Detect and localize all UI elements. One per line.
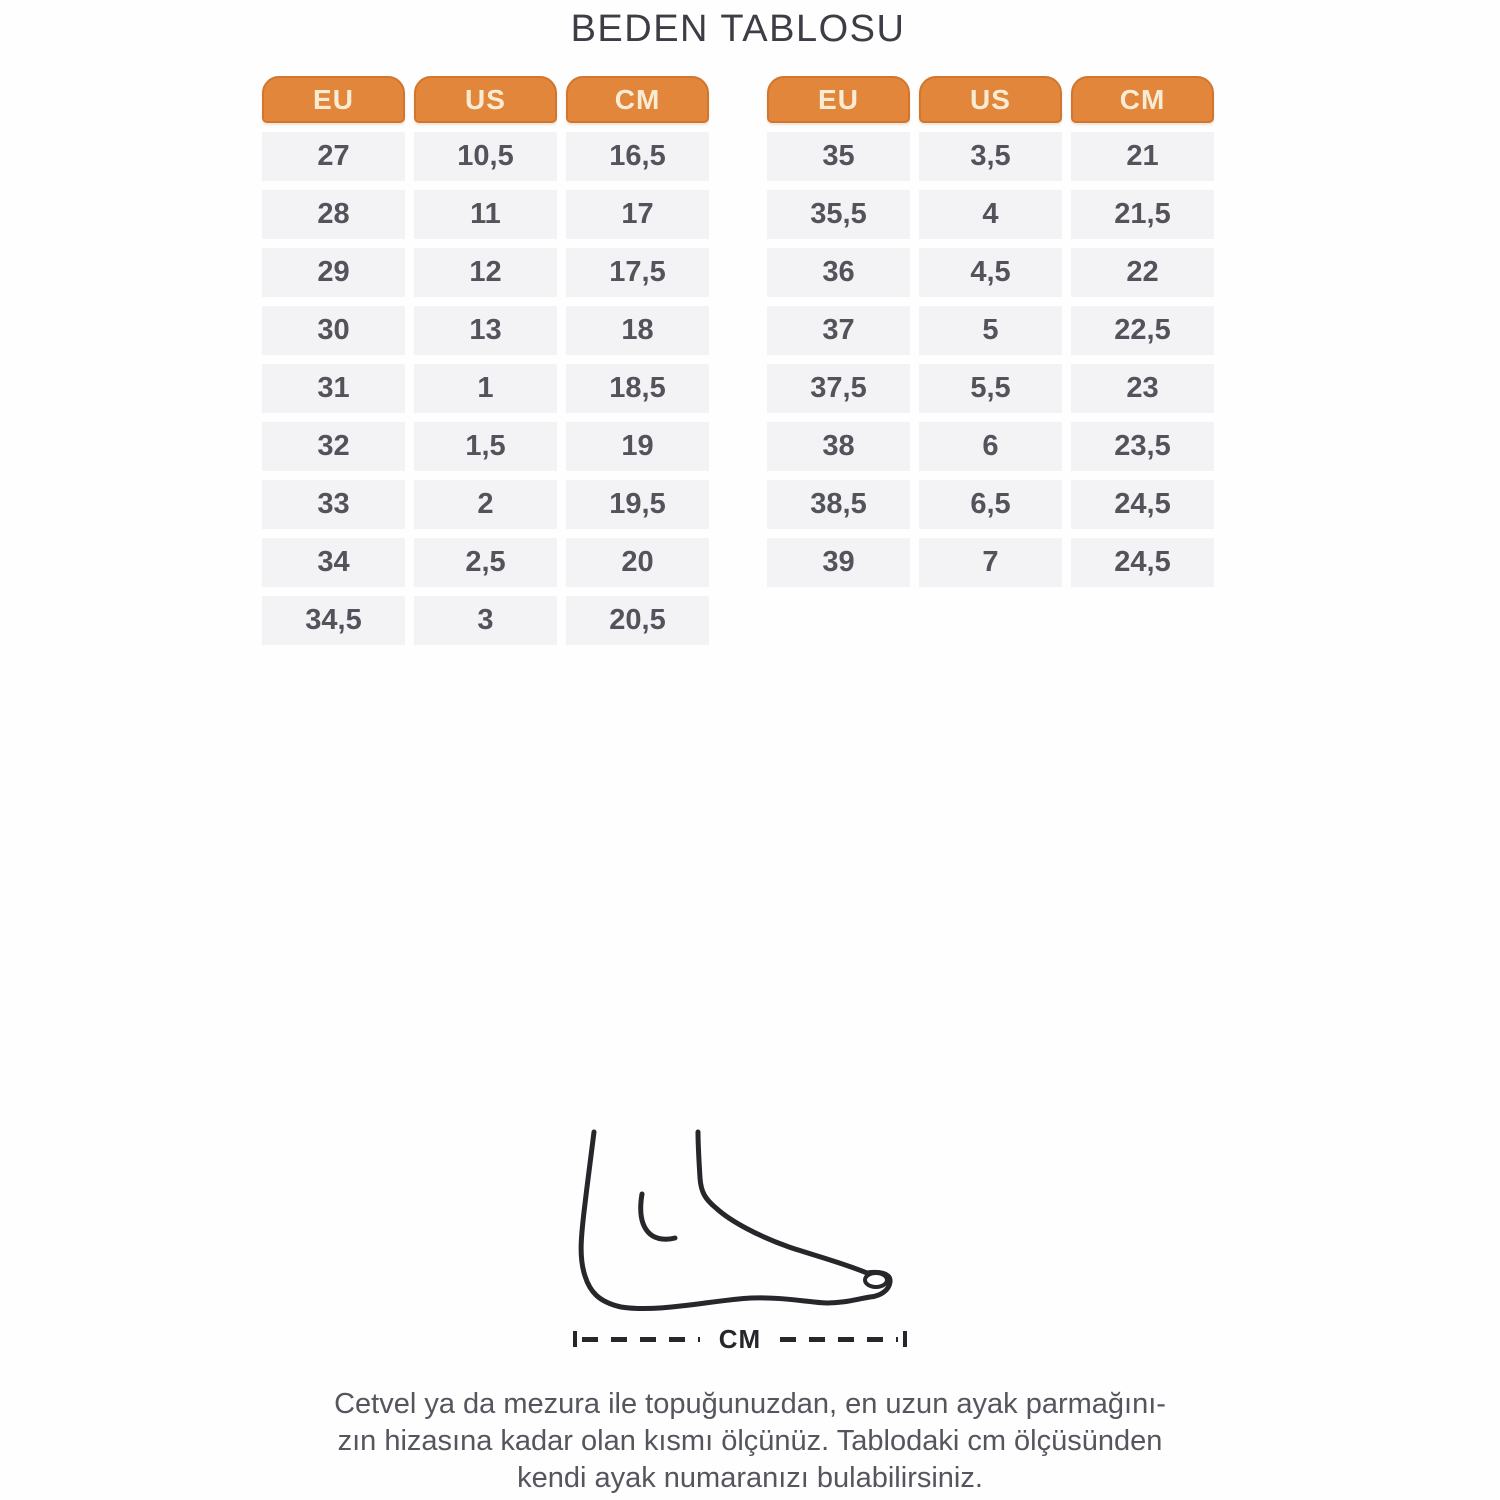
size-cell-cm: 23,5 bbox=[1071, 422, 1214, 471]
size-cell-eu: 32 bbox=[262, 422, 405, 471]
ankle-detail-line bbox=[641, 1194, 675, 1239]
size-cell-cm: 24,5 bbox=[1071, 480, 1214, 529]
column-header-cm-right: CM bbox=[1071, 76, 1214, 123]
size-cell-us: 6,5 bbox=[919, 480, 1062, 529]
measure-line bbox=[573, 1326, 907, 1352]
size-chart-content bbox=[262, 0, 1214, 645]
instructions-line: kendi ayak numaranızı bulabilirsiniz. bbox=[517, 1462, 983, 1494]
size-cell-us: 2 bbox=[414, 480, 557, 529]
size-cell-cm: 20,5 bbox=[566, 596, 709, 645]
size-cell-us: 11 bbox=[414, 190, 557, 239]
column-header-cm-left: CM bbox=[566, 76, 709, 123]
instructions-line: zın hizasına kadar olan kısmı ölçünüz. Tablodaki cm ölçüsünden bbox=[337, 1425, 1163, 1457]
size-cell-us: 13 bbox=[414, 306, 557, 355]
size-cell-eu: 29 bbox=[262, 248, 405, 297]
column-header-eu-left: EU bbox=[262, 76, 405, 123]
size-cell-us: 4,5 bbox=[919, 248, 1062, 297]
size-cell-cm: 18,5 bbox=[566, 364, 709, 413]
page-title: BEDEN TABLOSU bbox=[570, 8, 906, 50]
size-cell-cm: 23 bbox=[1071, 364, 1214, 413]
size-cell-us: 3,5 bbox=[919, 132, 1062, 181]
size-cell-us: 5,5 bbox=[919, 364, 1062, 413]
size-table-right bbox=[767, 76, 1214, 645]
size-cell-cm: 21 bbox=[1071, 132, 1214, 181]
measure-tick-right bbox=[903, 1331, 907, 1347]
size-cell-eu: 37 bbox=[767, 306, 910, 355]
size-cell-us: 5 bbox=[919, 306, 1062, 355]
measure-tick-left bbox=[573, 1331, 577, 1347]
measure-line-label: CM bbox=[718, 1324, 762, 1354]
size-cell-cm: 16,5 bbox=[566, 132, 709, 181]
size-cell-eu: 31 bbox=[262, 364, 405, 413]
column-header-us-right: US bbox=[919, 76, 1062, 123]
size-cell-us: 1,5 bbox=[414, 422, 557, 471]
dash-segment-right bbox=[780, 1337, 898, 1342]
size-tables bbox=[262, 76, 1214, 645]
size-cell-eu: 37,5 bbox=[767, 364, 910, 413]
size-cell-us: 6 bbox=[919, 422, 1062, 471]
size-cell-eu: 30 bbox=[262, 306, 405, 355]
size-cell-us: 2,5 bbox=[414, 538, 557, 587]
column-header-us-left: US bbox=[414, 76, 557, 123]
foot-illustration bbox=[573, 1116, 907, 1316]
size-cell-eu: 38 bbox=[767, 422, 910, 471]
dash-segment-left bbox=[582, 1337, 700, 1342]
size-cell-eu: 34,5 bbox=[262, 596, 405, 645]
size-cell-cm: 17,5 bbox=[566, 248, 709, 297]
column-header-eu-right: EU bbox=[767, 76, 910, 123]
size-cell-eu: 39 bbox=[767, 538, 910, 587]
toenail-detail bbox=[865, 1273, 887, 1287]
size-cell-us: 4 bbox=[919, 190, 1062, 239]
size-cell-cm: 18 bbox=[566, 306, 709, 355]
size-cell-cm: 24,5 bbox=[1071, 538, 1214, 587]
size-cell-cm: 22,5 bbox=[1071, 306, 1214, 355]
size-cell-eu: 35,5 bbox=[767, 190, 910, 239]
foot-outline bbox=[581, 1132, 890, 1309]
size-cell-eu: 33 bbox=[262, 480, 405, 529]
size-cell-cm: 22 bbox=[1071, 248, 1214, 297]
measurement-instructions bbox=[0, 1386, 1500, 1497]
size-cell-eu: 27 bbox=[262, 132, 405, 181]
size-table-left bbox=[262, 76, 709, 645]
size-cell-eu: 38,5 bbox=[767, 480, 910, 529]
size-cell-cm: 17 bbox=[566, 190, 709, 239]
instructions-line: Cetvel ya da mezura ile topuğunuzdan, en uzun ayak parmağını- bbox=[334, 1388, 1166, 1420]
size-cell-us: 10,5 bbox=[414, 132, 557, 181]
size-cell-eu: 35 bbox=[767, 132, 910, 181]
size-cell-eu: 28 bbox=[262, 190, 405, 239]
size-cell-us: 3 bbox=[414, 596, 557, 645]
size-cell-us: 7 bbox=[919, 538, 1062, 587]
foot-measurement-figure bbox=[573, 1116, 907, 1352]
size-cell-cm: 21,5 bbox=[1071, 190, 1214, 239]
size-cell-us: 12 bbox=[414, 248, 557, 297]
size-cell-cm: 19 bbox=[566, 422, 709, 471]
size-cell-eu: 34 bbox=[262, 538, 405, 587]
size-cell-cm: 19,5 bbox=[566, 480, 709, 529]
size-cell-us: 1 bbox=[414, 364, 557, 413]
size-cell-cm: 20 bbox=[566, 538, 709, 587]
size-cell-eu: 36 bbox=[767, 248, 910, 297]
